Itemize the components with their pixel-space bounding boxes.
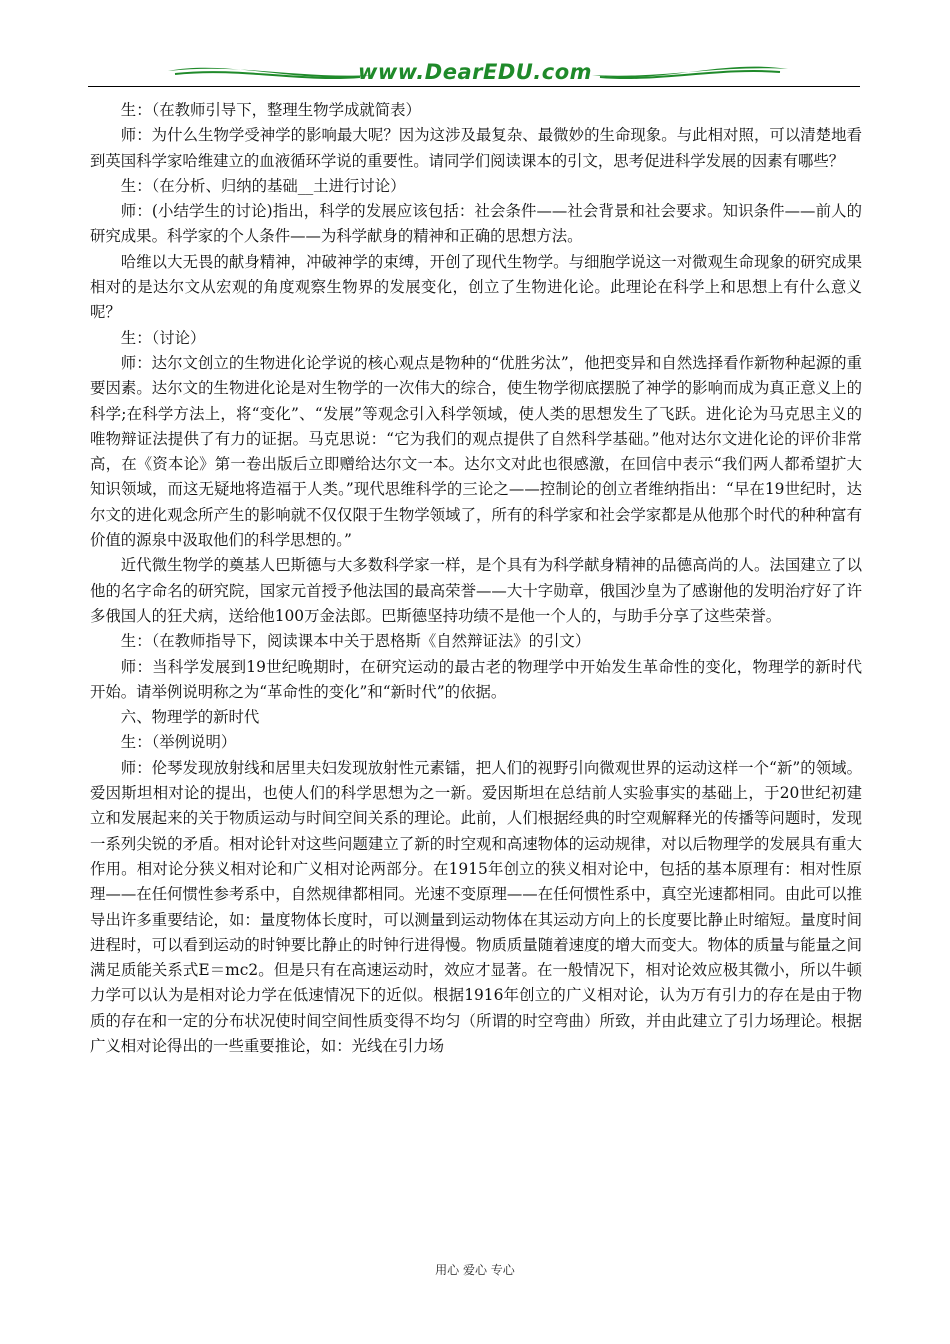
document-body	[90, 98, 862, 1059]
section-heading: 六、物理学的新时代	[120, 708, 260, 727]
paragraph-4: 师：(小结学生的讨论)指出，科学的发展应该包括：社会条件——社会背景和社会要求。知识条件——前人的研究成果。科学家的个人条件——为科学献身的精神和正确的思想方法。	[90, 202, 862, 246]
paragraph-10: 师：当科学发展到19世纪晚期时，在研究运动的最古老的物理学中开始发生革命性的变化，物理学的新时代开始。请举例说明称之为“革命性的变化”和“新时代”的依据。	[90, 657, 862, 701]
paragraph-5: 哈维以大无畏的献身精神，冲破神学的束缚，开创了现代生物学。与细胞学说这一对微观生命现象的研究成果相对的是达尔文从宏观的角度观察生物界的发展变化，创立了生物进化论。此理论在科学上和思想上有什么意义呢？	[90, 252, 862, 322]
paragraph-1: 生：（在教师引导下，整理生物学成就简表）	[120, 101, 421, 119]
paragraph-9: 生：（在教师指导下，阅读课本中关于恩格斯《自然辩证法》的引文）	[120, 632, 591, 651]
paragraph-12: 生：（举例说明）	[120, 733, 237, 752]
paragraph-7: 师：达尔文创立的生物进化论学说的核心观点是物种的“优胜劣汰”，他把变异和自然选择看作新物种起源的重要因素。达尔文的生物进化论是对生物学的一次伟大的综合，使生物学彻底摆脱了神学的影响而成为真正意义上的科学;在科学方法上，将“变化”、“发展”等观念引入科学领域，使人类的思想发生了飞跃。进化论为马克思主义的唯物辩证法提供了有力的证据。马克思说：“它为我们的观点提供了自然科学基础。”他对达尔文进化论的评价非常高，在《资本论》第一卷出版后立即赠给达尔文一本。达尔文对此也很感激，在回信中表示“我们两人都希望扩大知识领域，而这无疑地将造福于人类。”现代思维科学的三论之——控制论的创立者维纳指出：“早在19世纪时，达尔文的进化观念所产生的影响就不仅仅限于生物学领域了，所有的科学家和社会学家都是从他那个时代的种种富有价值的源泉中汲取他们的科学思想的。”	[90, 353, 862, 550]
header-divider	[88, 86, 860, 87]
paragraph-3: 生：（在分析、归纳的基础__土进行讨论）	[120, 176, 406, 195]
site-url: www.DearEDU.com	[357, 60, 593, 84]
paragraph-2: 师：为什么生物学受神学的影响最大呢？因为这涉及最复杂、最微妙的生命现象。与此相对照，可以清楚地看到英国科学家哈维建立的血液循环学说的重要性。请同学们阅读课本的引文，思考促进科学发展的因素有哪些？	[90, 126, 862, 170]
paragraph-6: 生：（讨论）	[120, 328, 206, 347]
page-footer: 用心 爱心 专心	[435, 1263, 515, 1277]
paragraph-8: 近代微生物学的奠基人巴斯德与大多数科学家一样，是个具有为科学献身精神的品德高尚的人。法国建立了以他的名字命名的研究院，国家元首授予他法国的最高荣誉——大十字勋章，俄国沙皇为了感谢他的发明治疗好了许多俄国人的狂犬病，送给他100万金法郎。巴斯德坚持功绩不是他一个人的，与助手分享了这些荣誉。	[90, 556, 862, 625]
page-header	[0, 55, 950, 95]
paragraph-13: 师：伦琴发现放射线和居里夫妇发现放射性元素镭，把人们的视野引向微观世界的运动这样一个“新”的领域。爱因斯坦相对论的提出，也使人们的科学思想为之一新。爱因斯坦在总结前人实验事实的基础上，于20世纪初建立和发展起来的关于物质运动与时间空间关系的理论。此前，人们根据经典的时空观解释光的传播等问题时，发现一系列尖锐的矛盾。相对论针对这些问题建立了新的时空观和高速物体的运动规律，对以后物理学的发展具有重大作用。相对论分狭义相对论和广义相对论两部分。在1915年创立的狭义相对论中，包括的基本原理有：相对性原理——在任何惯性参考系中，自然规律都相同。光速不变原理——在任何惯性系中，真空光速都相同。由此可以推导出许多重要结论，如：量度物体长度时，可以测量到运动物体在其运动方向上的长度要比静止时缩短。量度时间进程时，可以看到运动的时钟要比静止的时钟行进得慢。物质质量随着速度的增大而变大。物体的质量与能量之间满足质能关系式E＝mc2。但是只有在高速运动时，效应才显著。在一般情况下，相对论效应极其微小，所以牛顿力学可以认为是相对论力学在低速情况下的近似。根据1916年创立的广义相对论，认为万有引力的存在是由于物质的存在和一定的分布状况使时间空间性质变得不均匀（所谓的时空弯曲）所致，并由此建立了引力场理论。根据广义相对论得出的一些重要推论，如：光线在引力场	[90, 758, 862, 1055]
